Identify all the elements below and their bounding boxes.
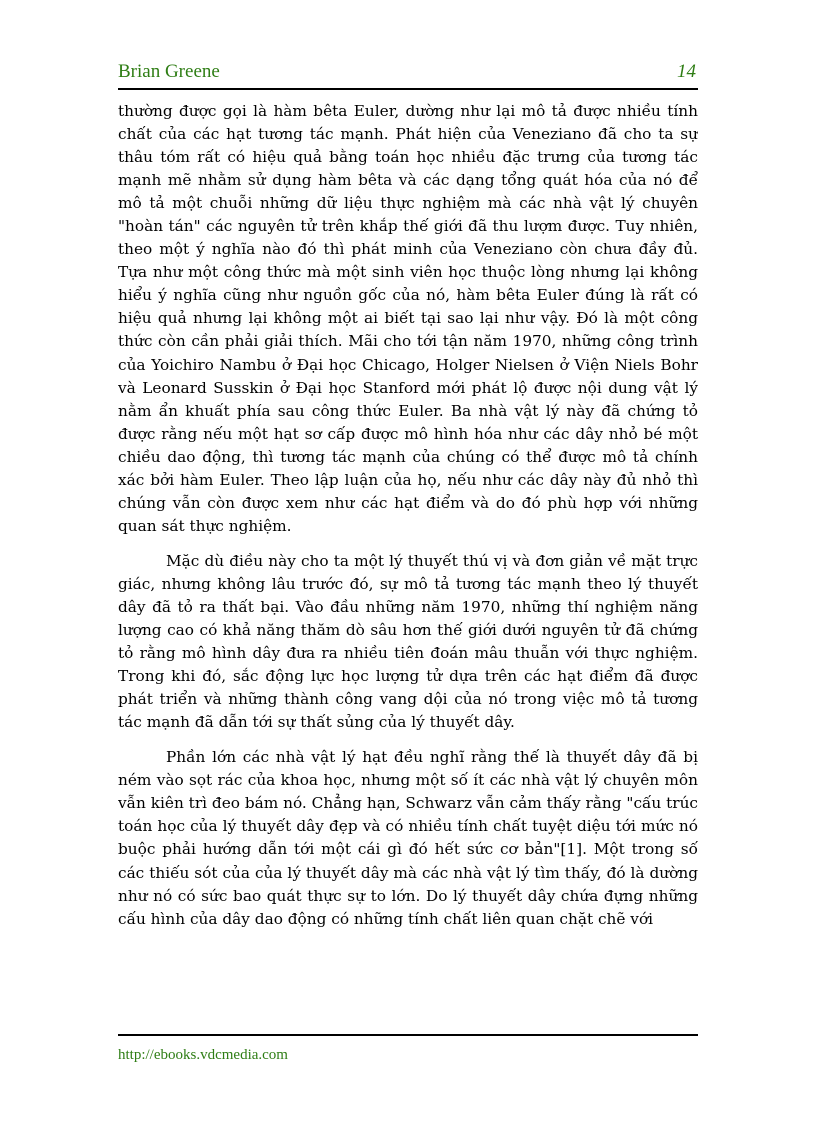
paragraph: thường được gọi là hàm bêta Euler, dường như lại mô tả được nhiều tính chất của các hạt tương tác mạnh. Phát hiện của Veneziano đã cho ta sự thâu tóm rất có hiệu quả bằng toán học nhiều đặc trưng của tương tác mạnh mẽ nhằm sử dụng hàm bêta và các dạng tổng quát hóa của nó để mô tả một chuỗi những dữ liệu thực nghiệm mà các nhà vật lý chuyên "hoàn tán" các nguyên tử trên khắp thế giới đã thu lượm được. Tuy nhiên, theo một ý nghĩa nào đó thì phát minh của Veneziano còn chưa đầy đủ. Tựa như một công thức mà một sinh viên học thuộc lòng nhưng lại không hiểu ý nghĩa cũng như nguồn gốc của nó, hàm bêta Euler đúng là rất có hiệu quả nhưng lại không một ai biết tại sao lại như vậy. Đó là một công thức còn cần phải giải thích. Mãi cho tới tận năm 1970, những công trình của Yoichiro Nambu ở Đại học Chicago, Holger Nielsen ở Viện Niels Bohr và Leonard Susskin ở Đại học Stanford mới phát lộ được nội dung vật lý nằm ẩn khuất phía sau công thức Euler. Ba nhà vật lý này đã chứng tỏ được rằng nếu một hạt sơ cấp được mô hình hóa như các dây nhỏ bé một chiều dao động, thì tương tác mạnh của chúng có thể được mô tả chính xác bởi hàm Euler. Theo lập luận của họ, nếu như các dây này đủ nhỏ thì chúng vẫn còn được xem như các hạt điểm và do đó phù hợp với những quan sát thực nghiệm. — [118, 102, 698, 535]
paragraph: Phần lớn các nhà vật lý hạt đều nghĩ rằng thế là thuyết dây đã bị ném vào sọt rác của khoa học, nhưng một số ít các nhà vật lý chuyên môn vẫn kiên trì đeo bám nó. Chẳng hạn, Schwarz vẫn cảm thấy rằng "cấu trúc toán học của lý thuyết dây đẹp và có nhiều tính chất tuyệt diệu tới mức nó buộc phải hướng dẫn tới một cái gì đó hết sức cơ bản"[1]. Một trong số các thiếu sót của của lý thuyết dây mà các nhà vật lý tìm thấy, đó là dường như nó có sức bao quát thực sự to lớn. Do lý thuyết dây chứa đựng những cấu hình của dây dao động có những tính chất liên quan chặt chẽ với — [118, 748, 698, 928]
page-footer — [118, 1034, 698, 1064]
paragraph: Mặc dù điều này cho ta một lý thuyết thú vị và đơn giản về mặt trực giác, nhưng không lâu trước đó, sự mô tả tương tác mạnh theo lý thuyết dây đã tỏ ra thất bại. Vào đầu những năm 1970, những thí nghiệm năng lượng cao có khả năng thăm dò sâu hơn thế giới dưới nguyên tử đã chứng tỏ rằng mô hình dây đưa ra nhiều tiên đoán mâu thuẫn với thực nghiệm. Trong khi đó, sắc động lực học lượng tử dựa trên các hạt điểm đã được phát triển và những thành công vang dội của nó trong việc mô tả tương tác mạnh đã dẫn tới sự thất sủng của lý thuyết dây. — [118, 551, 698, 732]
page-header — [118, 58, 698, 90]
page-number: 14 — [677, 61, 696, 82]
running-header-author: Brian Greene — [118, 61, 220, 82]
page-body — [118, 100, 698, 1010]
footer-link[interactable]: http://ebooks.vdcmedia.com — [118, 1047, 288, 1063]
